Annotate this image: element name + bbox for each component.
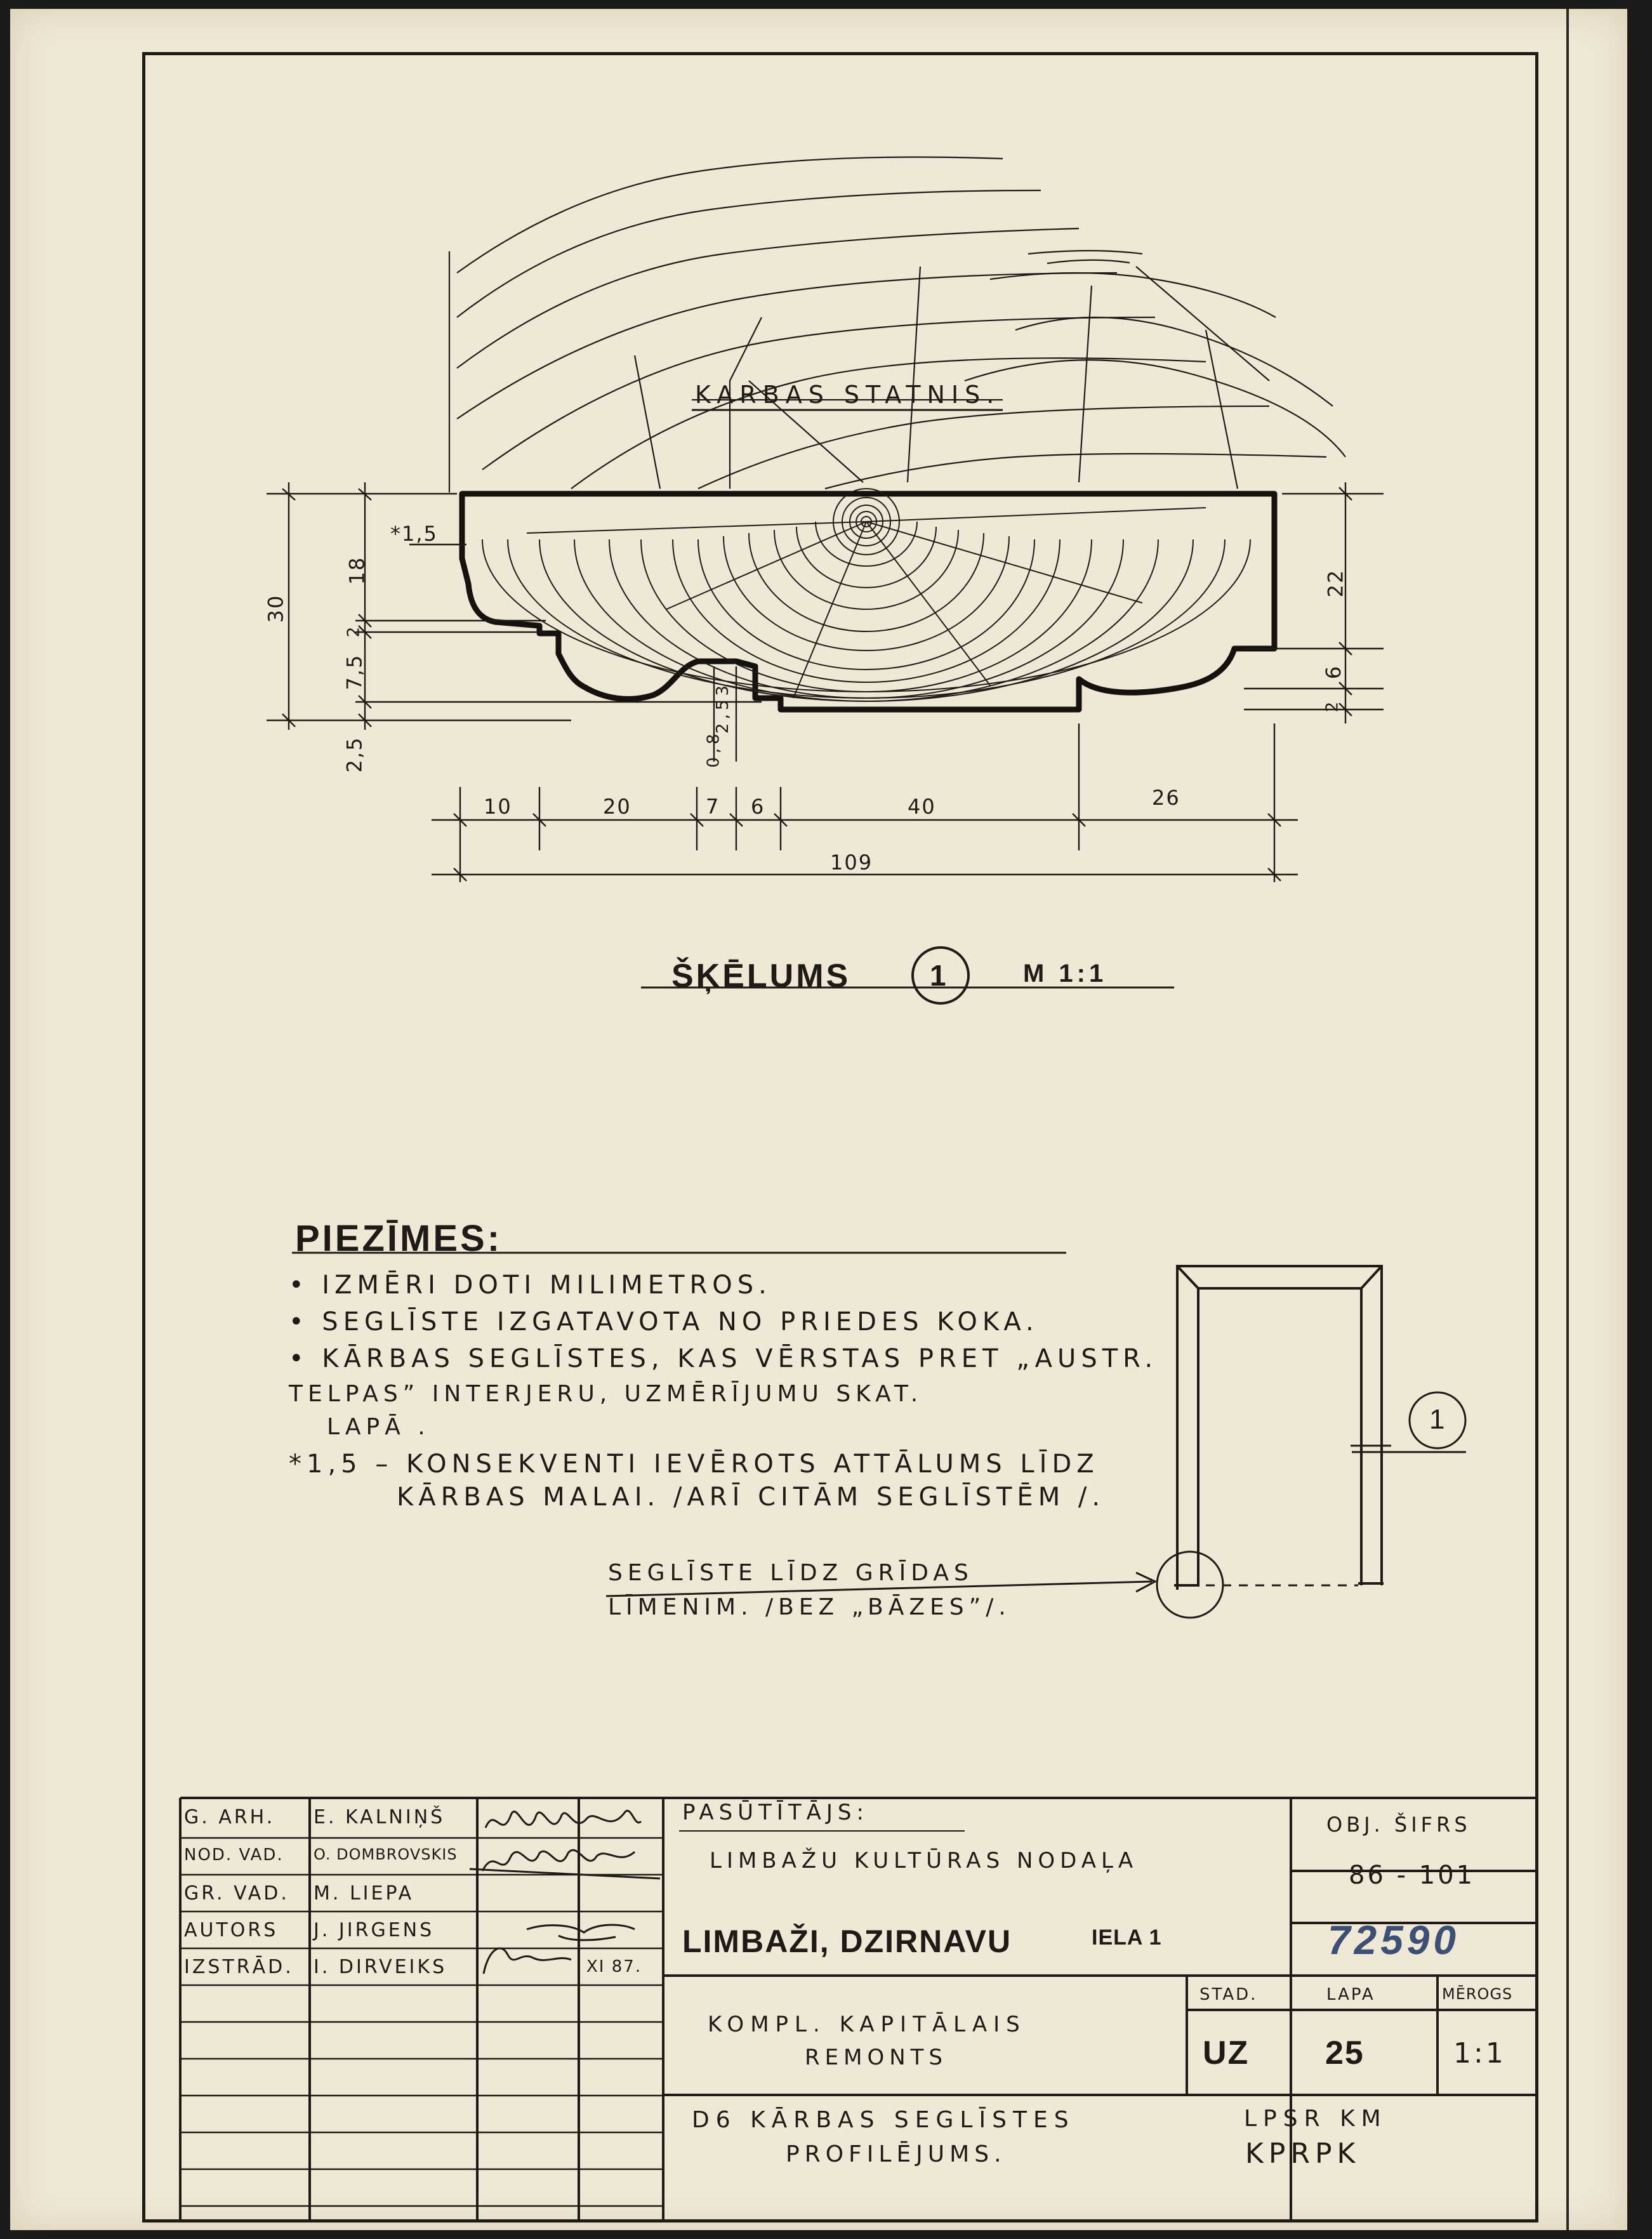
dim-6-bottom: 6 — [751, 795, 765, 819]
note-line-6: *1,5 – KONSEKVENTI IEVĒROTS ATTĀLUMS LĪDZ — [289, 1450, 1099, 1479]
dim-7-5: 7,5 — [342, 654, 367, 690]
dim-18: 18 — [345, 556, 369, 585]
role-group-head: GR. VAD. — [184, 1882, 289, 1905]
organization-line-2: KPRPK — [1245, 2137, 1361, 2170]
scale-label: MĒROGS — [1442, 1985, 1513, 2003]
door-elevation — [1157, 1266, 1466, 1618]
dim-26: 26 — [1152, 786, 1180, 810]
moulding-growth-rings — [482, 489, 1250, 701]
drawing-title-line-2: PROFILĒJUMS. — [786, 2141, 1007, 2167]
object-code: 86 - 101 — [1349, 1861, 1476, 1890]
role-chief-architect: G. ARH. — [184, 1806, 275, 1828]
door-section-marker: 1 — [1429, 1404, 1445, 1435]
stage-value: UZ — [1203, 2035, 1250, 2071]
dim-7: 7 — [706, 795, 720, 819]
dim-30: 30 — [263, 594, 288, 623]
scale-value: 1:1 — [1453, 2037, 1506, 2070]
note-line-7: KĀRBAS MALAI. /ARĪ CITĀM SEGLĪSTĒM /. — [397, 1483, 1106, 1512]
callout-line-1: SEGLĪSTE LĪDZ GRĪDAS — [608, 1560, 974, 1586]
dim-2-5: 2,5 — [342, 736, 367, 773]
role-dept-head: NOD. VAD. — [184, 1846, 284, 1865]
name-group-head: M. LIEPA — [314, 1882, 414, 1905]
client-name: LIMBAŽU KULTŪRAS NODAĻA — [710, 1848, 1139, 1873]
object-code-label: OBJ. ŠIFRS — [1326, 1813, 1471, 1837]
signatures — [470, 1811, 660, 1974]
sheet-label: LAPA — [1326, 1985, 1375, 2004]
name-author: J. JIRGENS — [314, 1919, 435, 1941]
dim-6: 6 — [1321, 664, 1346, 680]
profile-star-dimension: *1,5 — [390, 522, 438, 546]
frame-wood-grain — [449, 157, 1345, 493]
section-title: ŠĶĒLUMS — [671, 958, 851, 994]
notes-heading: PIEZĪMES: — [295, 1218, 503, 1259]
note-line-3: • KĀRBAS SEGLĪSTES, KAS VĒRSTAS PRET „AUSTR. — [289, 1344, 1158, 1373]
dim-0-8: 0,8 — [704, 730, 724, 768]
right-dimension-lines — [1244, 482, 1384, 723]
note-line-4: TELPAS” INTERJERU, UZMĒRĪJUMU SKAT. — [289, 1381, 923, 1407]
project-line-1: KOMPL. KAPITĀLAIS — [708, 2012, 1026, 2037]
project-line-2: REMONTS — [805, 2045, 948, 2070]
archive-number: 72590 — [1328, 1917, 1460, 1963]
dim-22: 22 — [1323, 569, 1348, 598]
dim-109: 109 — [830, 850, 873, 875]
callout-line-2: LĪMENIM. /BEZ „BĀZES”/. — [608, 1594, 1011, 1620]
dim-2-left: 2 — [344, 625, 364, 638]
dim-2-right: 2 — [1323, 700, 1342, 713]
client-label: PASŪTĪTĀJS: — [682, 1800, 869, 1825]
section-marker: 1 — [930, 959, 946, 992]
address-main: LIMBAŽI, DZIRNAVU — [682, 1924, 1012, 1959]
name-dept-head: O. DOMBROVSKIS — [314, 1846, 458, 1863]
address-street-no: IELA 1 — [1092, 1925, 1162, 1950]
drawing-title-line-1: D6 KĀRBAS SEGLĪSTES — [692, 2107, 1075, 2133]
note-line-2: • SEGLĪSTE IZGATAVOTA NO PRIEDES KOKA. — [289, 1307, 1039, 1337]
left-dimension-lines — [267, 482, 762, 730]
stage-label: STAD. — [1199, 1985, 1258, 2004]
frame-label: KARBAS STATNIS. — [695, 381, 1001, 409]
dim-10: 10 — [484, 795, 512, 819]
note-line-5: LAPĀ . — [327, 1414, 430, 1440]
name-chief-architect: E. KALNIŅŠ — [314, 1806, 446, 1828]
organization-line-1: LPSR KM — [1244, 2106, 1387, 2132]
role-developer: IZSTRĀD. — [184, 1956, 294, 1978]
name-developer: I. DIRVEIKS — [314, 1956, 447, 1978]
sheet-number: 25 — [1325, 2035, 1365, 2071]
note-line-1: • IZMĒRI DOTI MILIMETROS. — [289, 1271, 772, 1300]
dim-20: 20 — [603, 795, 631, 819]
role-author: AUTORS — [184, 1919, 279, 1941]
dim-2-53: 2,53 — [713, 682, 732, 734]
section-scale: M 1:1 — [1023, 960, 1107, 987]
drawing-date: XI 87. — [586, 1957, 642, 1976]
dim-40: 40 — [908, 795, 936, 819]
